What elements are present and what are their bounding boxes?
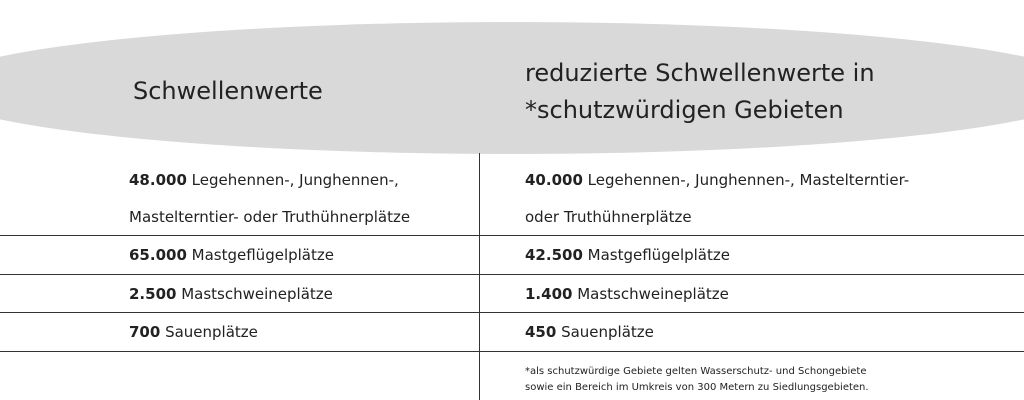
row-2-left-text: Mastgeflügelplätze [186,246,334,264]
row-2-left-value: 65.000 [129,246,187,264]
column-header-reduced-line2: *schutzwürdigen Gebieten [525,96,844,124]
row-2-left [129,236,334,274]
row-1-right-text-line1: Legehennen-, Junghennen-, Mastelterntier- [582,171,910,189]
row-4-left-text: Sauenplätze [160,323,258,341]
footnote [525,364,869,396]
row-1-right-value: 40.000 [525,171,583,189]
row-3-right [525,275,729,313]
row-1-right-text-line2: oder Truthühnerplätze [525,208,692,226]
row-3-right-text: Mastschweineplätze [572,285,729,303]
column-header-thresholds [133,73,323,110]
row-1-left-line2 [129,198,410,236]
row-3-left-text: Mastschweineplätze [176,285,333,303]
column-header-reduced-thresholds [525,55,875,129]
row-4-left [129,313,258,351]
row-1-left-text-line1: Legehennen-, Junghennen-, [186,171,399,189]
row-1-right-line2 [525,198,692,236]
row-2-right [525,236,730,274]
column-header-reduced-line1: reduzierte Schwellenwerte in [525,59,875,87]
row-divider [0,351,1024,352]
column-header-thresholds-label: Schwellenwerte [133,77,323,105]
row-3-right-value: 1.400 [525,285,573,303]
row-1-left-line1 [129,161,399,199]
row-4-right [525,313,654,351]
row-1-right-line1 [525,161,909,199]
row-4-right-text: Sauenplätze [556,323,654,341]
footnote-line1: *als schutzwürdige Gebiete gelten Wasserschutz- und Schongebiete [525,366,867,377]
row-1-left-value: 48.000 [129,171,187,189]
row-4-right-value: 450 [525,323,557,341]
column-divider [479,153,480,400]
footnote-line2: sowie ein Bereich im Umkreis von 300 Metern zu Siedlungsgebieten. [525,382,869,393]
row-2-right-value: 42.500 [525,246,583,264]
row-1-left-text-line2: Mastelterntier- oder Truthühnerplätze [129,208,411,226]
row-3-left [129,275,333,313]
row-4-left-value: 700 [129,323,161,341]
row-3-left-value: 2.500 [129,285,177,303]
row-2-right-text: Mastgeflügelplätze [582,246,730,264]
